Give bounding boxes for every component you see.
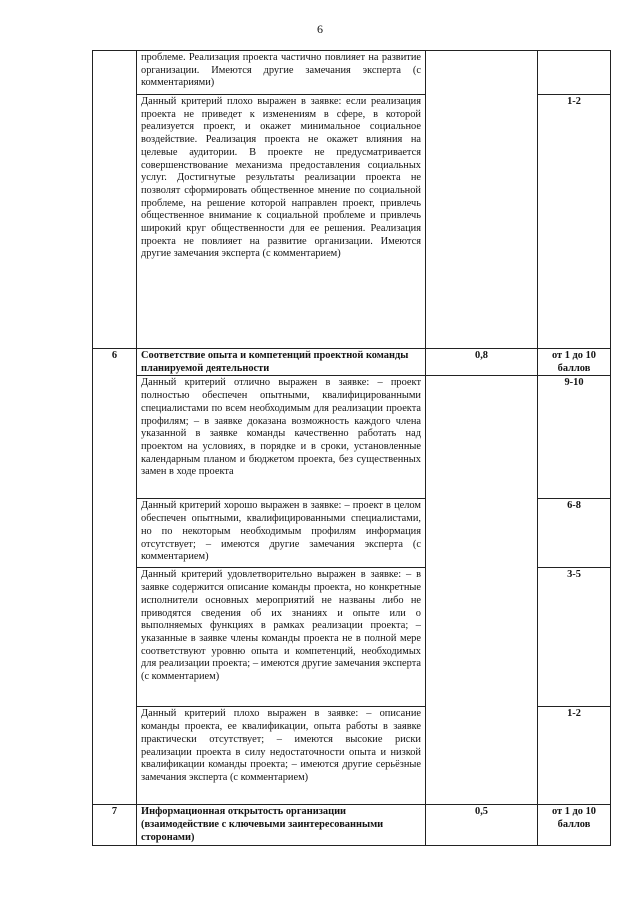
criterion-description: Данный критерий отлично выражен в заявке: – проект полностью обеспечен опытными, квалифицированными специалистами по всем необходимым для реализации проекта профилям; – в заявке доказана возможность каждого члена указанной в заявке команды качественно работать над проектом на условиях, в порядке и в сроки, установленные календарным планом и бюджетом проекта, без существенных замен в ходе проекта	[137, 376, 426, 499]
criterion-weight: 0,5	[426, 805, 538, 846]
criterion-description: проблеме. Реализация проекта частично повлияет на развитие организации. Имеются другие замечания эксперта (с комментариями)	[137, 51, 426, 95]
weight-cell	[426, 51, 538, 349]
criterion-description: Данный критерий плохо выражен в заявке: – описание команды проекта, ее квалификации, опыта работы в заявке практически отсутствует; – имеются высокие риски реализации проекта в силу недостаточности опыта и низкой квалификации команды проекта; – имеются другие серьёзные замечания эксперта (с комментарием)	[137, 707, 426, 805]
score-range: 3-5	[538, 568, 611, 707]
criterion-weight: 0,8	[426, 349, 538, 376]
page-number: 6	[317, 22, 323, 36]
criterion-number: 6	[93, 349, 137, 805]
table-row	[93, 349, 611, 376]
criteria-table	[92, 50, 611, 846]
criterion-score-range: от 1 до 10 баллов	[538, 805, 611, 846]
criterion-description: Данный критерий удовлетворительно выражен в заявке: – в заявке содержится описание команды проекта, но конкретные исполнители основных мероприятий не названы либо не приводятся сведения об их знаниях и опыте или о выполняемых функциях в рамках реализации проекта; – указанные в заявке члены команды проекта не в полной мере соответствуют уровню опыта и компетенций, необходимых для реализации проекта; – имеются другие замечания эксперта (с комментарием)	[137, 568, 426, 707]
table-row	[93, 805, 611, 846]
score-range: 1-2	[538, 95, 611, 349]
score-range: 1-2	[538, 707, 611, 805]
weight-cell	[426, 376, 538, 805]
score-range: 9-10	[538, 376, 611, 499]
criterion-title: Соответствие опыта и компетенций проектной команды планируемой деятельности	[137, 349, 426, 376]
score-range: 6-8	[538, 499, 611, 568]
table-row	[93, 376, 611, 499]
criterion-description: Данный критерий плохо выражен в заявке: если реализация проекта не приведет к изменениям в сфере, в которой реализуется проект, и окажет минимальное социальное воздействие. Реализация проекта не окажет влияния на целевые аудитории. В проекте не предусматривается совершенствование механизма предоставления социальных услуг. Достигнутые результаты реализации проекта не позволят сформировать общественное мнение по социальной проблеме, на решение которой направлен проект, привлечь общественное внимание к социальной проблеме и привлечь широкий круг общественности для ее решения. Реализация проекта не повлияет на развитие организации. Имеются другие замечания эксперта (с комментарием)	[137, 95, 426, 349]
criterion-title: Информационная открытость организации (взаимодействие с ключевыми заинтересованными сторонами)	[137, 805, 426, 846]
criterion-description: Данный критерий хорошо выражен в заявке: – проект в целом обеспечен опытными, квалифицированными специалистами, но по некоторым необходимым профилям информация отсутствует; – имеются другие замечания эксперта (с комментарием)	[137, 499, 426, 568]
number-cell	[93, 51, 137, 349]
table-row	[93, 51, 611, 95]
criterion-number: 7	[93, 805, 137, 846]
criterion-score-range: от 1 до 10 баллов	[538, 349, 611, 376]
score-cell	[538, 51, 611, 95]
